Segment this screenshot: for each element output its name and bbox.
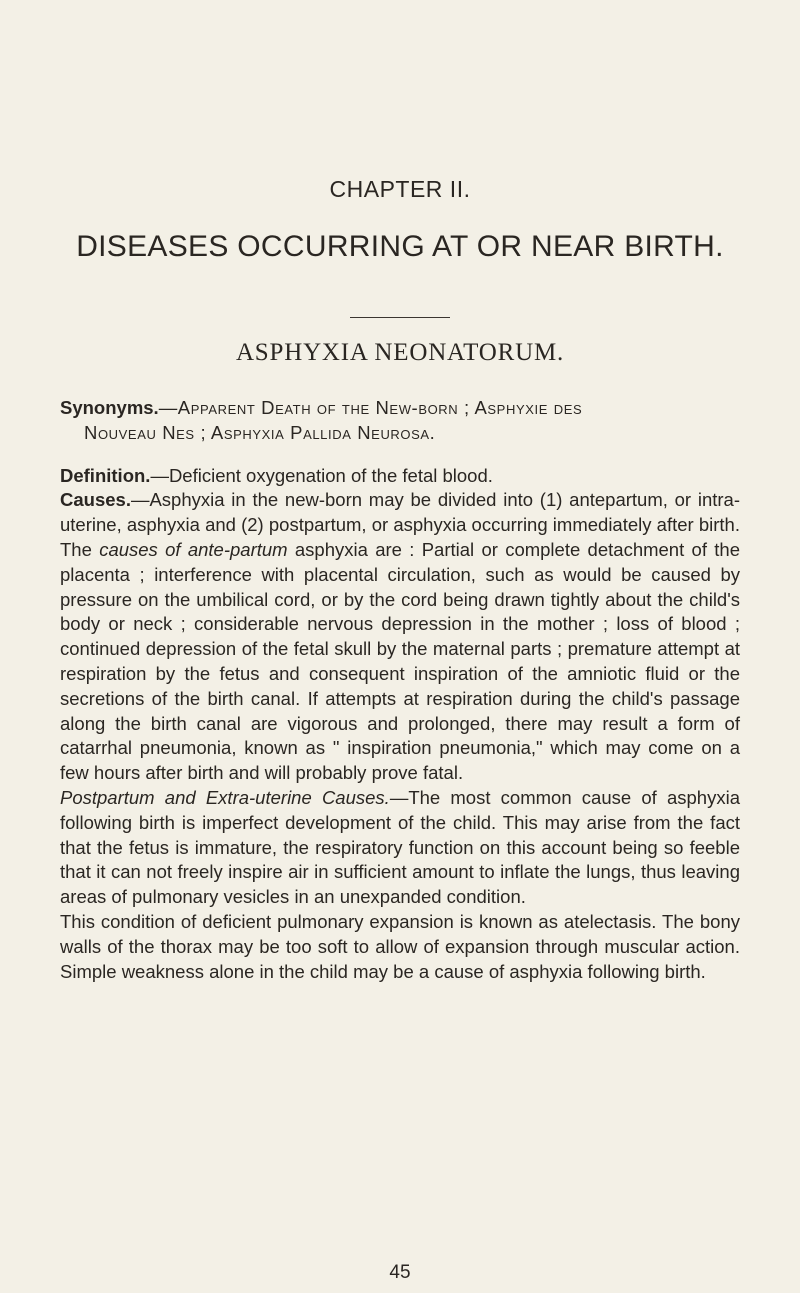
definition-paragraph xyxy=(60,464,740,489)
atelectasis-text: This condition of deficient pulmonary expansion is known as atelectasis. The bony walls of the thorax may be too soft to allow of expansion through muscular action. Simple weakness alone in the child may be a cause of asphyxia following birth. xyxy=(60,910,740,982)
postpartum-paragraph xyxy=(60,786,740,910)
postpartum-text: —The most common cause of asphyxia following birth is imperfect development of the child. This may arise from the fact that the fetus is immature, the respiratory function on this account being so feeble that it can not freely inspire air in sufficient amount to inflate the lungs, thus leaving areas of pulmonary vesicles in an unexpanded condition. xyxy=(60,786,740,908)
causes-text-2: asphyxia are : Partial or complete detachment of the placenta ; interference with placental circulation, such as would be caused by pressure on the umbilical cord, or by the cord being drawn tightly about the child's body or neck ; considerable nervous depression in the mother ; loss of blood ; continued depression of the fetal skull by the maternal parts ; premature attempt at respiration by the fetus and consequent inspiration of the amniotic fluid or the secretions of the birth canal. If attempts at respiration during the child's passage along the birth canal are vigorous and prolonged, there may result a form of catarrhal pneumonia, known as " inspiration pneumonia," which may come on a few hours after birth and will probably prove fatal. xyxy=(60,538,740,784)
synonyms-paragraph xyxy=(60,396,740,446)
chapter-title: DISEASES OCCURRING AT OR NEAR BIRTH. xyxy=(76,230,724,263)
page-number: 45 xyxy=(389,1262,411,1283)
synonyms-text-2: Nouveau Nes ; Asphyxia Pallida Neurosa. xyxy=(84,421,436,443)
body-text xyxy=(60,396,740,984)
causes-italic: causes of ante-partum xyxy=(99,538,288,560)
atelectasis-paragraph xyxy=(60,910,740,984)
section-title: ASPHYXIA NEONATORUM. xyxy=(235,339,565,366)
definition-text: —Deficient oxygenation of the fetal blood. xyxy=(150,464,493,486)
chapter-label: CHAPTER II. xyxy=(329,176,471,202)
postpartum-lead: Postpartum and Extra-uterine Causes. xyxy=(60,786,390,808)
causes-text-1: —Asphyxia in the new-born may be divided into (1) antepartum, or intra-uterine, asphyxia and (2) postpartum, or asphyxia occurring immediately after birth. The xyxy=(60,489,740,560)
causes-paragraph xyxy=(60,488,740,786)
causes-lead: Causes. xyxy=(60,489,131,511)
synonyms-text-1: —Apparent Death of the New-born ; Asphyxie des xyxy=(158,397,583,418)
definition-lead: Definition. xyxy=(60,464,151,486)
synonyms-lead: Synonyms. xyxy=(60,397,159,418)
divider-rule xyxy=(350,317,450,318)
